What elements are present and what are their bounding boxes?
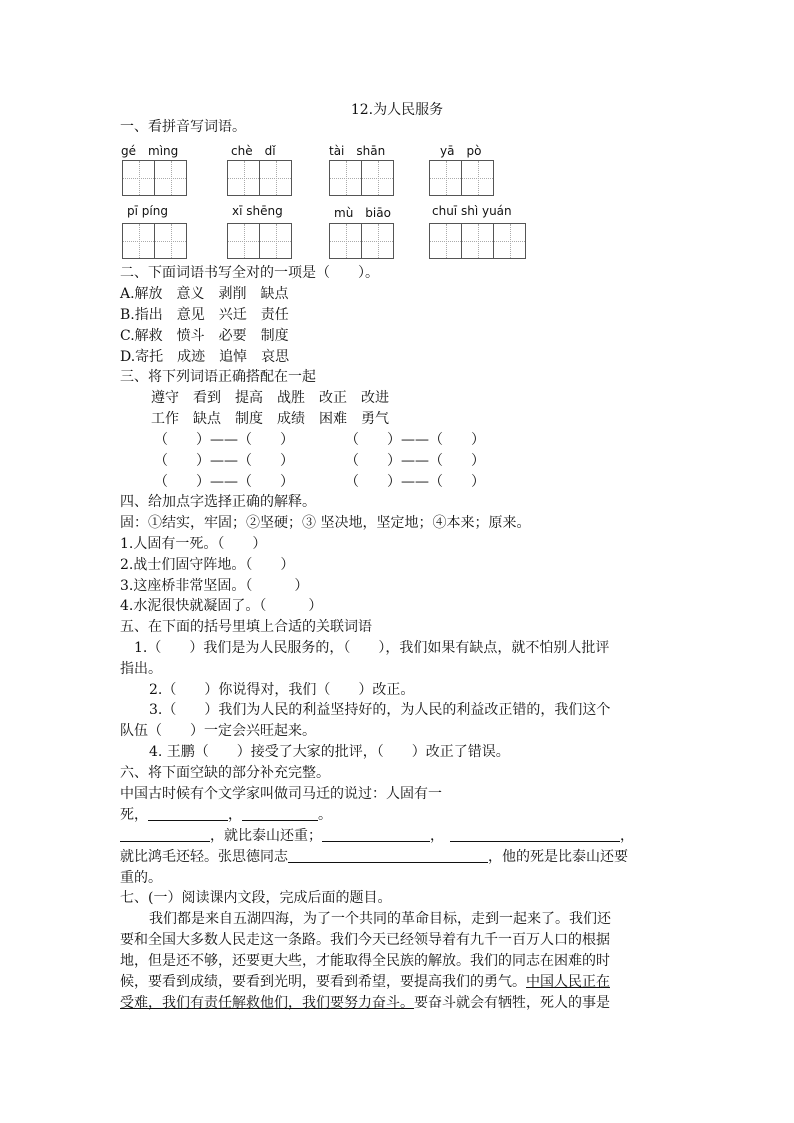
question-5-1-cont: 指出。 [120, 661, 162, 677]
question-5-2[interactable]: 2.（ ）你说得对，我们（ ）改正。 [149, 682, 415, 698]
writing-grid-2[interactable] [227, 160, 291, 196]
section-5-heading: 五、在下面的括号里填上合适的关联词语 [120, 619, 372, 635]
question-5-3[interactable]: 3.（ ）我们为人民的利益坚持好的，为人民的利益改正错的，我们这个 [149, 702, 611, 718]
match-pair[interactable]: （ ）——（ ） [345, 474, 485, 490]
passage-line-1: 我们都是来自五湖四海，为了一个共同的革命目标，走到一起来了。我们还 [149, 911, 611, 927]
quote-text: 就比鸿毛还轻。张思德同志 [120, 849, 288, 865]
passage-text: 候，要看到成绩，要看到光明，要看到希望，要提高我们的勇气。 [120, 974, 526, 990]
section-1-heading: 一、看拼音写词语。 [120, 119, 246, 135]
fill-blank[interactable] [288, 848, 488, 863]
pinyin-1: gé mìng [121, 144, 179, 158]
match-pair[interactable]: （ ）——（ ） [154, 453, 294, 469]
passage-line-3: 地，但是还不够，还要更大些，才能取得全民族的解放。我们的同志在困难的时 [120, 953, 610, 969]
option-c[interactable]: C.解救 愤斗 必要 制度 [120, 328, 289, 344]
quote-text: ， [430, 828, 444, 844]
quote-text: 。 [318, 807, 332, 823]
question-4-4[interactable]: 4.水泥很快就凝固了。（ ） [120, 598, 323, 614]
question-4-2[interactable]: 2.战士们固守阵地。（ ） [120, 557, 295, 573]
grid-cell[interactable] [227, 223, 260, 259]
grid-cell[interactable] [329, 160, 362, 196]
grid-cell[interactable] [461, 223, 494, 259]
pinyin-4: yā pò [440, 144, 482, 158]
question-5-4[interactable]: 4. 王鹏（ ）接受了大家的批评，（ ）改正了错误。 [149, 744, 510, 760]
pinyin-7: mù biāo [334, 206, 391, 220]
quote-line-5: 重的。 [120, 870, 162, 886]
grid-cell[interactable] [493, 223, 526, 259]
passage-line-5 [120, 993, 610, 1013]
word-bank-verbs: 遵守 看到 提高 战胜 改正 改进 [151, 390, 389, 406]
match-pair[interactable]: （ ）——（ ） [154, 432, 294, 448]
grid-cell[interactable] [361, 160, 394, 196]
section-6-heading: 六、将下面空缺的部分补充完整。 [120, 765, 330, 781]
quote-text: ， [620, 828, 634, 844]
grid-cell[interactable] [122, 223, 155, 259]
section-4-heading: 四、给加点字选择正确的解释。 [120, 494, 316, 510]
quote-text: ， [228, 807, 242, 823]
writing-grid-6[interactable] [227, 223, 291, 259]
quote-text: ，他的死是比泰山还要 [488, 849, 628, 865]
pinyin-3: tài shān [329, 144, 386, 158]
pinyin-2: chè dǐ [231, 144, 276, 158]
match-pair[interactable]: （ ）——（ ） [345, 432, 485, 448]
question-5-1[interactable]: 1.（ ）我们是为人民服务的，（ ），我们如果有缺点，就不怕别人批评 [134, 640, 610, 656]
passage-line-4 [120, 972, 610, 992]
quote-line-4 [120, 847, 628, 867]
grid-cell[interactable] [154, 223, 187, 259]
grid-cell[interactable] [122, 160, 155, 196]
pinyin-6: xī shēng [232, 204, 283, 218]
writing-grid-8[interactable] [429, 223, 525, 259]
question-4-1[interactable]: 1.人固有一死。（ ） [120, 536, 267, 552]
passage-line-2: 要和全国大多数人民走这一条路。我们今天已经领导着有九千一百万人口的根据 [120, 932, 610, 948]
grid-cell[interactable] [259, 223, 292, 259]
underlined-sentence: 受难，我们有责任解救他们，我们要努力奋斗。 [120, 995, 414, 1011]
pinyin-8: chuī shì yuán [432, 204, 512, 218]
quote-text: ，就比泰山还重； [210, 828, 322, 844]
question-5-3-cont[interactable]: 队伍（ ）一定会兴旺起来。 [120, 723, 316, 739]
section-3-heading: 三、将下列词语正确搭配在一起 [120, 369, 316, 385]
option-d[interactable]: D.寄托 成迹 追悼 哀思 [120, 349, 290, 365]
option-b[interactable]: B.指出 意见 兴迁 责任 [120, 307, 289, 323]
quote-line-2 [120, 805, 332, 825]
fill-blank[interactable] [148, 806, 228, 821]
writing-grid-7[interactable] [329, 223, 393, 259]
page-title: 12.为人民服务 [350, 102, 444, 118]
grid-cell[interactable] [227, 160, 260, 196]
fill-blank[interactable] [322, 827, 430, 842]
grid-cell[interactable] [461, 160, 494, 196]
writing-grid-4[interactable] [429, 160, 493, 196]
question-4-3[interactable]: 3.这座桥非常坚固。（ ） [120, 578, 309, 594]
option-a[interactable]: A.解放 意义 剥削 缺点 [120, 286, 289, 302]
passage-text: 要奋斗就会有牺牲，死人的事是 [414, 995, 610, 1011]
grid-cell[interactable] [154, 160, 187, 196]
section-7-heading: 七、(一）阅读课内文段，完成后面的题目。 [120, 890, 392, 906]
grid-cell[interactable] [329, 223, 362, 259]
quote-line-1: 中国古时候有个文学家叫做司马迁的说过：人固有一 [120, 786, 442, 802]
grid-cell[interactable] [259, 160, 292, 196]
word-bank-nouns: 工作 缺点 制度 成绩 困难 勇气 [151, 411, 389, 427]
quote-line-3 [120, 826, 634, 846]
grid-cell[interactable] [429, 223, 462, 259]
writing-grid-5[interactable] [122, 223, 186, 259]
fill-blank[interactable] [450, 827, 620, 842]
definitions: 固：①结实，牢固；②坚硬；③ 坚决地，坚定地；④本来；原来。 [120, 515, 531, 531]
fill-blank[interactable] [120, 827, 210, 842]
grid-cell[interactable] [361, 223, 394, 259]
quote-text: 死， [120, 807, 148, 823]
fill-blank[interactable] [242, 806, 318, 821]
section-2-heading: 二、下面词语书写全对的一项是（ ）。 [120, 265, 379, 281]
match-pair[interactable]: （ ）——（ ） [154, 474, 294, 490]
writing-grid-1[interactable] [122, 160, 186, 196]
writing-grid-3[interactable] [329, 160, 393, 196]
underlined-sentence: 中国人民正在 [526, 974, 610, 990]
pinyin-5: pī píng [127, 204, 168, 218]
match-pair[interactable]: （ ）——（ ） [345, 453, 485, 469]
grid-cell[interactable] [429, 160, 462, 196]
